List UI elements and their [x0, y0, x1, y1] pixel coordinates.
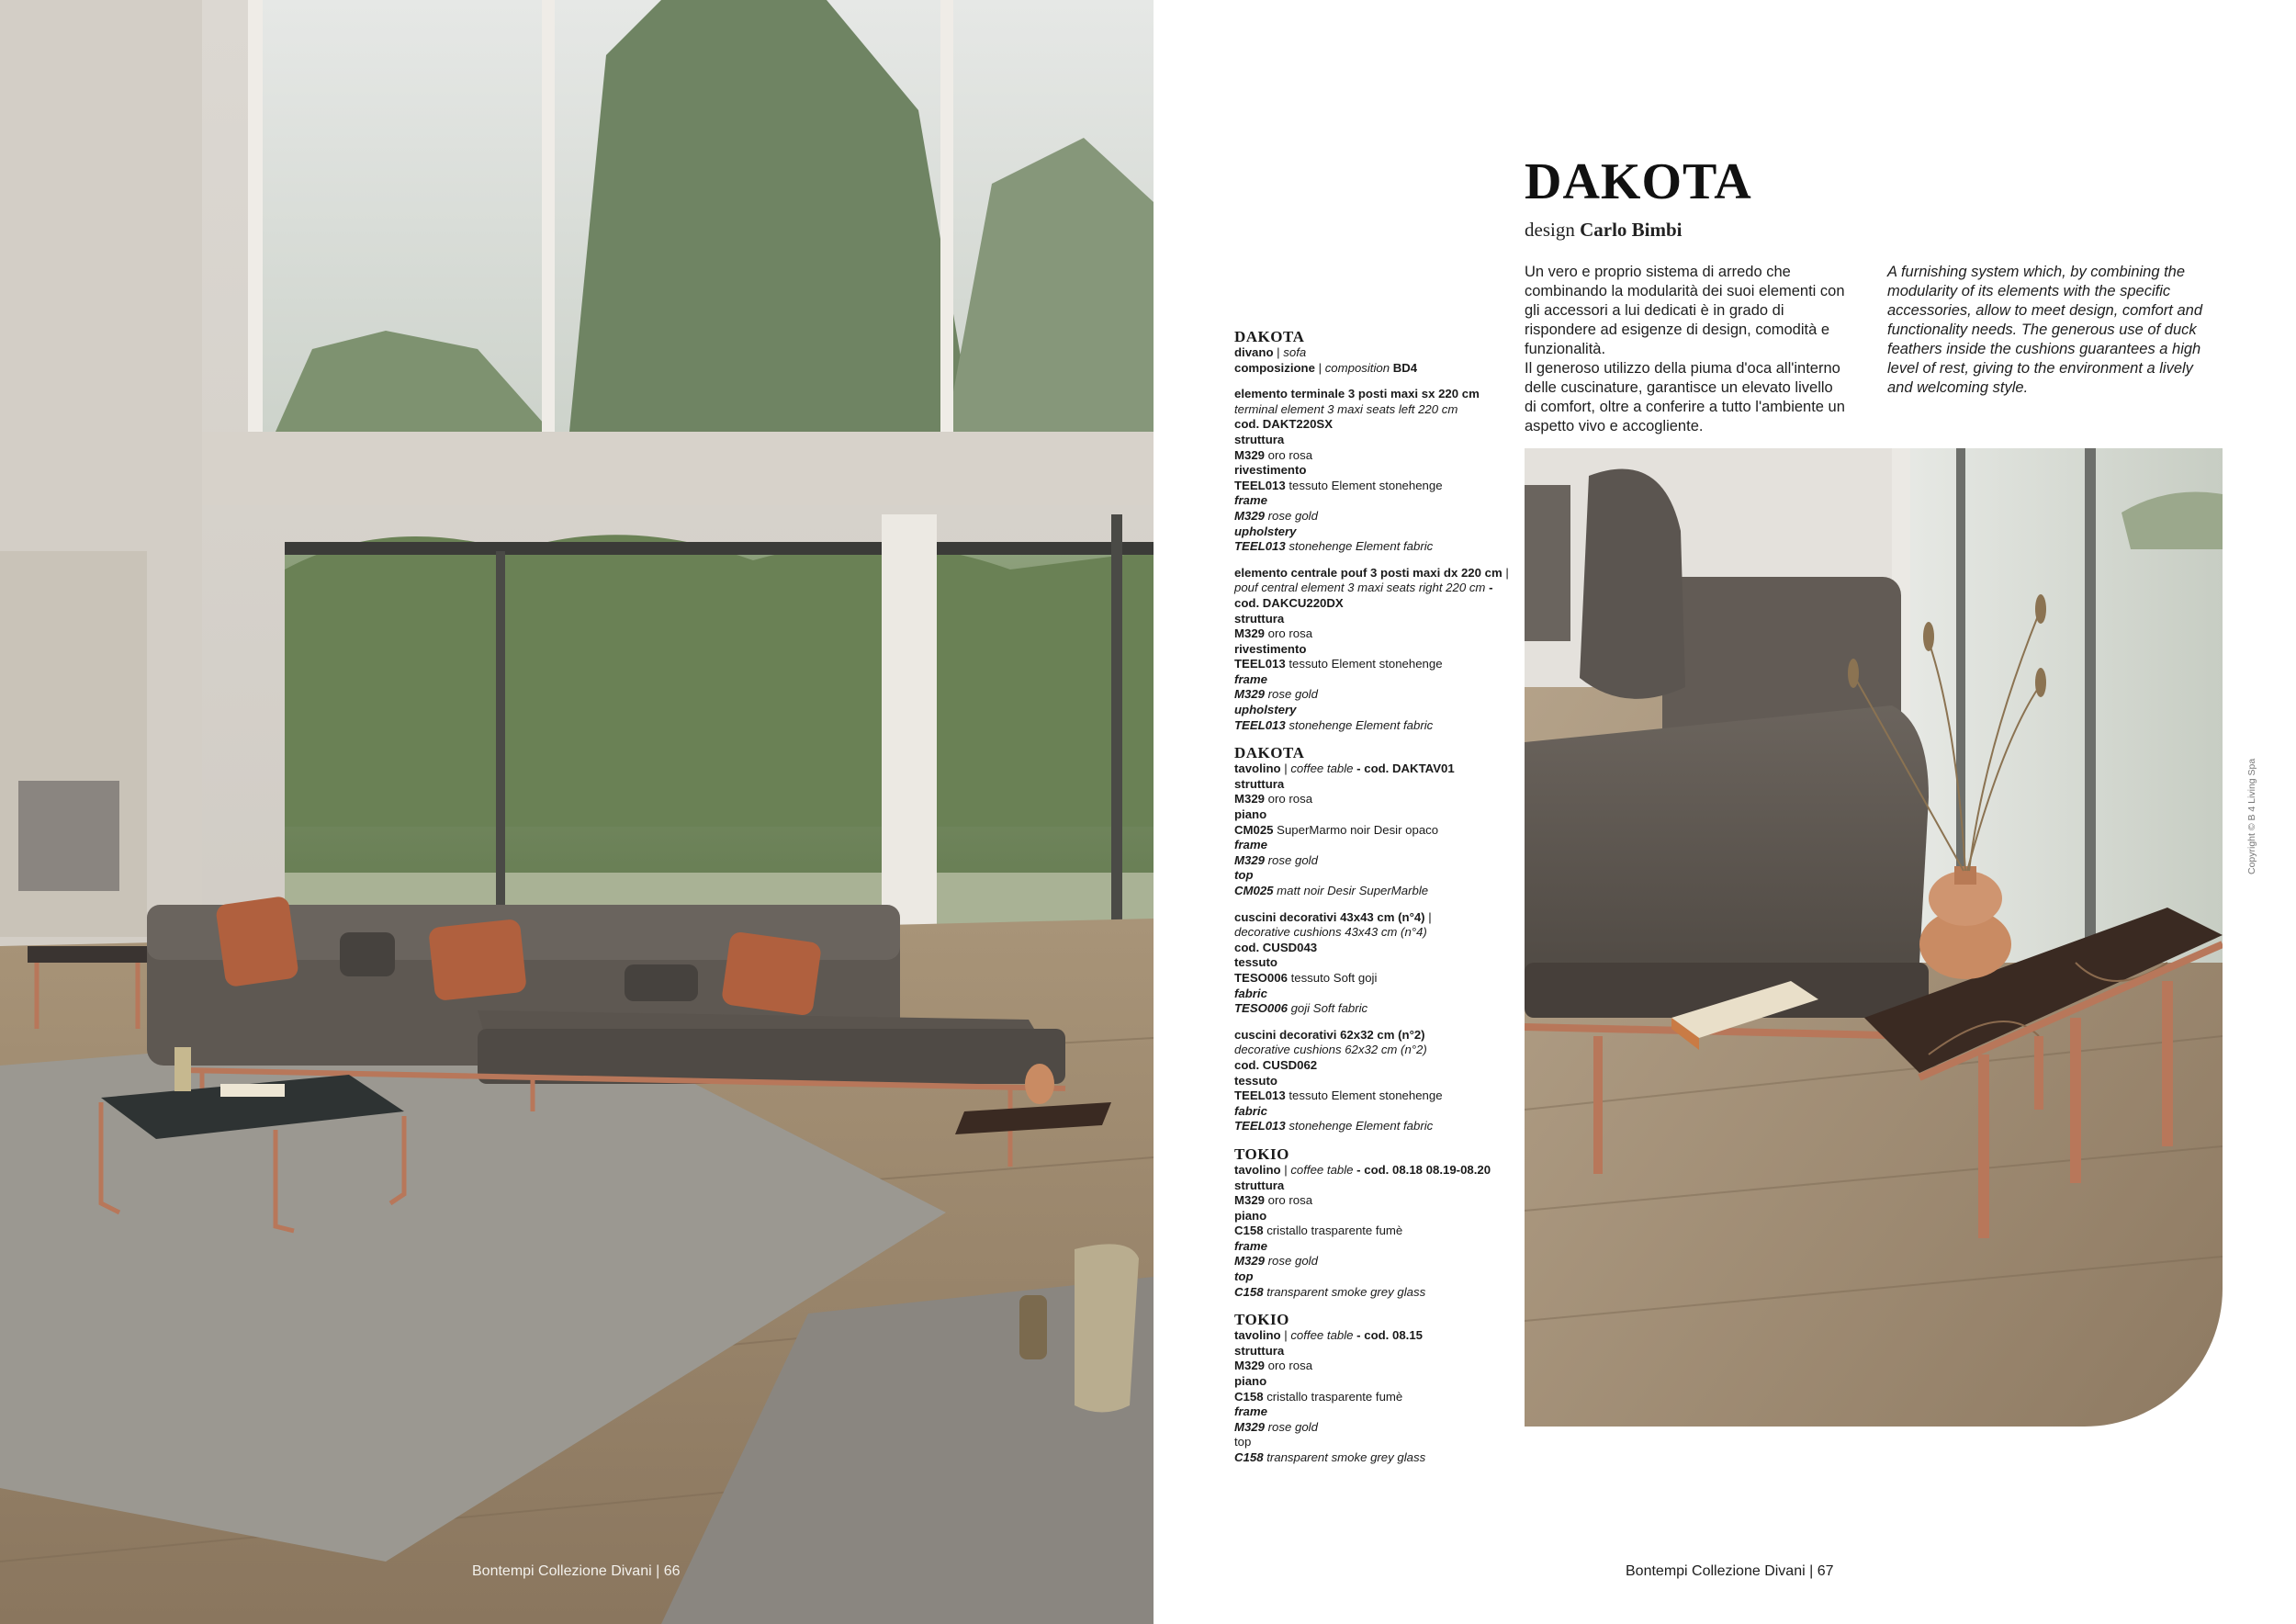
spec-text: TEEL013 [1234, 1088, 1286, 1103]
spec-text: upholstery [1234, 703, 1297, 717]
spec-text: cristallo trasparente fumè [1263, 1224, 1403, 1238]
spec-text: cod. DAKT220SX [1234, 417, 1333, 432]
spec-line [1234, 910, 1519, 926]
spec-text: M329 [1234, 687, 1265, 702]
spec-line [1234, 1239, 1519, 1255]
spec-text: struttura [1234, 432, 1285, 446]
spec-line [1234, 509, 1519, 524]
page-folio-left: Bontempi Collezione Divani | 66 [472, 1563, 681, 1579]
spec-line [1234, 941, 1519, 956]
spec-text: stonehenge Element fabric [1285, 1119, 1434, 1133]
spec-text: tavolino [1234, 1162, 1281, 1177]
spec-heading: DAKOTA [1234, 328, 1305, 345]
spec-text: frame [1234, 838, 1267, 852]
spec-text: coffee table [1290, 1328, 1354, 1343]
page-folio-right: Bontempi Collezione Divani | 67 [1626, 1563, 1834, 1579]
spec-text: | [1502, 565, 1509, 580]
spec-text: TEEL013 [1234, 478, 1286, 492]
spec-text: tavolino [1234, 1328, 1281, 1343]
spec-line [1234, 1269, 1519, 1285]
spec-text: cuscini decorativi 62x32 cm (n°2) [1234, 1027, 1425, 1042]
spec-line [1234, 718, 1519, 734]
spec-text: M329 [1234, 508, 1265, 523]
spec-block [1234, 744, 1519, 898]
spec-line [1234, 672, 1519, 688]
spec-line [1234, 1374, 1519, 1390]
spec-line [1234, 387, 1519, 402]
spec-text: rose gold [1265, 508, 1318, 523]
spec-block [1234, 910, 1519, 1017]
spec-text: tessuto [1234, 1073, 1277, 1088]
spec-text: frame [1234, 493, 1267, 508]
spec-text: top [1234, 868, 1254, 883]
designer-name: Carlo Bimbi [1580, 219, 1683, 241]
spec-text: upholstery [1234, 524, 1297, 538]
spec-text: coffee table [1290, 1162, 1354, 1177]
spec-text: decorative cushions 43x43 cm (n°4) [1234, 925, 1427, 940]
spec-text: - cod. 08.15 [1353, 1328, 1424, 1343]
description-en-paragraph: A furnishing system which, by combining the modularity of its elements with the specific accessories, allow to meet design, comfort and functionality needs. The generous use of duck feathers inside the cushions guarantees a high level of rest, giving to the environment a lively and welcoming style. [1887, 264, 2202, 396]
spec-line [1234, 1104, 1519, 1120]
spec-text: cuscini decorativi 43x43 cm (n°4) [1234, 909, 1425, 924]
spec-text: composition [1324, 360, 1390, 375]
spec-text: struttura [1234, 611, 1285, 626]
spec-block [1234, 1028, 1519, 1134]
spec-text: cod. CUSD043 [1234, 940, 1318, 954]
spec-text: M329 [1234, 626, 1265, 641]
spec-text: fabric [1234, 1103, 1267, 1118]
spec-text: rose gold [1265, 687, 1318, 702]
spec-text: matt noir Desir SuperMarble [1273, 884, 1429, 897]
spec-line [1234, 402, 1519, 418]
spec-line [1234, 987, 1519, 1002]
spec-text: tessuto Soft goji [1287, 970, 1378, 985]
spec-text: C158 [1234, 1450, 1264, 1464]
spec-text: tessuto Element stonehenge [1285, 1088, 1443, 1103]
spec-line [1234, 823, 1519, 839]
spec-text: M329 [1234, 1359, 1265, 1373]
spec-text: tessuto Element stonehenge [1285, 478, 1443, 492]
spec-text: oro rosa [1265, 1359, 1313, 1373]
spec-text: | [1424, 909, 1432, 924]
spec-line [1234, 1028, 1519, 1043]
spec-line [1234, 1193, 1519, 1209]
spec-text: BD4 [1390, 360, 1418, 375]
spec-line [1234, 687, 1519, 703]
spec-line [1234, 838, 1519, 853]
spec-text: struttura [1234, 1343, 1285, 1358]
spec-text: C158 [1234, 1389, 1264, 1404]
spec-text: oro rosa [1265, 447, 1313, 462]
spec-line [1234, 493, 1519, 509]
spec-text: | [1273, 345, 1284, 359]
spec-text: C158 [1234, 1224, 1264, 1238]
spec-text: | [1280, 761, 1291, 776]
spec-line [1234, 925, 1519, 941]
spec-text: rose gold [1265, 1419, 1318, 1434]
spec-text: SuperMarmo noir Desir opaco [1273, 822, 1439, 837]
spec-text: rose gold [1265, 852, 1318, 867]
designer-prefix: design [1525, 219, 1575, 241]
spec-line [1234, 1163, 1519, 1179]
spec-line [1234, 1179, 1519, 1194]
spec-line [1234, 807, 1519, 823]
technical-specs [1234, 328, 1519, 1477]
spec-text: piano [1234, 1374, 1267, 1389]
spec-text: coffee table [1290, 761, 1354, 776]
spec-line [1234, 539, 1519, 555]
spec-line [1234, 1285, 1519, 1301]
spec-line [1234, 1058, 1519, 1074]
spec-text: top [1234, 1269, 1254, 1284]
spec-text: sofa [1283, 345, 1307, 359]
spec-text: M329 [1234, 1254, 1265, 1269]
spec-line [1234, 868, 1519, 884]
spec-text: elemento centrale pouf 3 posti maxi dx 220 cm [1234, 565, 1503, 580]
spec-block [1234, 1145, 1519, 1300]
spec-line [1234, 1390, 1519, 1405]
spec-line [1234, 1209, 1519, 1224]
spec-line [1234, 1001, 1519, 1017]
spec-text: | [1314, 360, 1325, 375]
spec-text: decorative cushions 62x32 cm (n°2) [1234, 1043, 1427, 1057]
spec-text: M329 [1234, 1193, 1265, 1208]
spec-line [1234, 612, 1519, 627]
spec-line [1234, 1420, 1519, 1436]
spec-line [1234, 1074, 1519, 1089]
spec-text: TESO006 [1234, 970, 1288, 985]
designer-credit [1525, 219, 1683, 242]
spec-line [1234, 1088, 1519, 1104]
spec-text: struttura [1234, 1178, 1285, 1192]
spec-text: top [1234, 1435, 1252, 1449]
spec-text: transparent smoke grey glass [1263, 1284, 1426, 1299]
spec-text: terminal element 3 maxi seats left 220 cm [1234, 401, 1458, 416]
sofa-detail-photo [1525, 448, 2223, 1427]
spec-text: TESO006 [1234, 1001, 1288, 1016]
spec-line [1234, 642, 1519, 658]
spec-text: composizione [1234, 360, 1315, 375]
spec-line [1234, 433, 1519, 448]
spec-text: fabric [1234, 986, 1267, 1000]
spec-line [1234, 448, 1519, 464]
spec-text: frame [1234, 1238, 1267, 1253]
spec-text: C158 [1234, 1284, 1264, 1299]
spec-text: frame [1234, 671, 1267, 686]
spec-line [1234, 1359, 1519, 1374]
spec-text: tavolino [1234, 761, 1281, 776]
spec-text: CM025 [1234, 822, 1274, 837]
spec-line [1234, 361, 1519, 377]
spec-line [1234, 971, 1519, 987]
spec-text: M329 [1234, 447, 1265, 462]
spec-text: - cod. DAKTAV01 [1353, 761, 1455, 776]
spec-text: rose gold [1265, 1254, 1318, 1269]
spec-line [1234, 777, 1519, 793]
spec-text: oro rosa [1265, 626, 1313, 641]
spec-line [1234, 761, 1519, 777]
spec-line [1234, 955, 1519, 971]
spec-text: TEEL013 [1234, 539, 1286, 554]
spec-text: stonehenge Element fabric [1285, 717, 1434, 732]
spec-line [1234, 853, 1519, 869]
spec-block [1234, 328, 1519, 376]
spec-heading: DAKOTA [1234, 744, 1305, 762]
spec-text: divano [1234, 345, 1274, 359]
spec-line [1234, 792, 1519, 807]
spec-line [1234, 1450, 1519, 1466]
spec-line [1234, 463, 1519, 479]
spec-line [1234, 657, 1519, 672]
description-italian [1525, 263, 1848, 436]
spec-line [1234, 1224, 1519, 1239]
spec-text: piano [1234, 1208, 1267, 1223]
spec-text: struttura [1234, 776, 1285, 791]
spec-heading: TOKIO [1234, 1311, 1289, 1329]
spec-text: rivestimento [1234, 463, 1307, 478]
spec-line [1234, 345, 1519, 361]
spec-text: TEEL013 [1234, 657, 1286, 671]
spec-line [1234, 1254, 1519, 1269]
spec-line [1234, 524, 1519, 540]
spec-line [1234, 1328, 1519, 1344]
spec-line [1234, 1435, 1519, 1450]
spec-line [1234, 703, 1519, 718]
copyright-notice: Copyright © B 4 Living Spa [2246, 758, 2257, 874]
spec-text: elemento terminale 3 posti maxi sx 220 cm [1234, 387, 1480, 401]
spec-line [1234, 1404, 1519, 1420]
spec-block [1234, 566, 1519, 734]
description-english [1887, 263, 2211, 398]
spec-block [1234, 387, 1519, 555]
spec-text: oro rosa [1265, 1193, 1313, 1208]
spec-text: M329 [1234, 1419, 1265, 1434]
spec-line [1234, 1119, 1519, 1134]
spec-text: tessuto Element stonehenge [1285, 657, 1443, 671]
spec-line [1234, 884, 1519, 899]
spec-text: M329 [1234, 852, 1265, 867]
spec-line [1234, 479, 1519, 494]
spec-text: oro rosa [1265, 792, 1313, 806]
spec-text: - cod. DAKCU220DX [1234, 581, 1493, 610]
spec-text: goji Soft fabric [1287, 1001, 1368, 1016]
spec-text: cristallo trasparente fumè [1263, 1389, 1403, 1404]
spec-text: rivestimento [1234, 641, 1307, 656]
spec-line [1234, 1043, 1519, 1058]
spec-text: frame [1234, 1404, 1267, 1419]
spec-line [1234, 417, 1519, 433]
spec-line [1234, 626, 1519, 642]
spec-text: pouf central element 3 maxi seats right 220 cm [1234, 581, 1486, 595]
spec-text: tessuto [1234, 955, 1277, 970]
spec-text: | [1280, 1162, 1291, 1177]
description-it-paragraph-2: Il generoso utilizzo della piuma d'oca all'interno delle cuscinature, garantisce un elevato livello di comfort, oltre a conferire a tutto l'ambiente un aspetto vivo e accogliente. [1525, 360, 1845, 434]
spec-text: stonehenge Element fabric [1285, 539, 1434, 554]
spec-line [1234, 566, 1519, 612]
spec-text: TEEL013 [1234, 717, 1286, 732]
spec-text: TEEL013 [1234, 1119, 1286, 1133]
spec-line [1234, 1344, 1519, 1359]
product-title: DAKOTA [1525, 153, 1752, 210]
spec-text: transparent smoke grey glass [1263, 1450, 1426, 1464]
spec-text: piano [1234, 807, 1267, 822]
spec-text: | [1280, 1328, 1291, 1343]
description-it-paragraph-1: Un vero e proprio sistema di arredo che combinando la modularità dei suoi elementi con gli accessori a lui dedicati è in grado di rispondere ad esigenze di design, comodità e funzionalità. [1525, 264, 1845, 357]
spec-text: cod. CUSD062 [1234, 1057, 1318, 1072]
spec-block [1234, 1311, 1519, 1465]
spec-text: M329 [1234, 792, 1265, 806]
spec-text: - cod. 08.18 08.19-08.20 [1353, 1162, 1491, 1177]
spec-heading: TOKIO [1234, 1145, 1289, 1163]
spec-text: CM025 [1234, 884, 1274, 897]
